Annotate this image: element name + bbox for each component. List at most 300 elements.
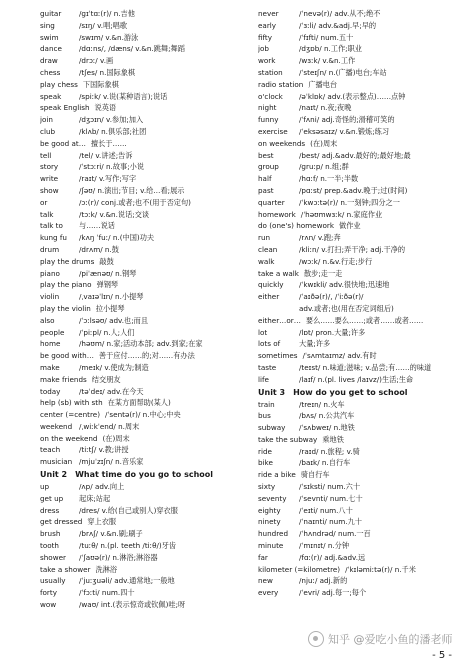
vocab-word: draw: [40, 56, 58, 66]
vocab-definition: /piˈænəʊ/ n.钢琴: [79, 268, 137, 278]
vocab-definition: /ˈeksəsaɪz/ v.&n.锻炼;练习: [299, 126, 390, 136]
vocab-entry: [40, 303, 245, 315]
vocab-word: take the subway: [258, 434, 318, 444]
vocab-word: play the piano: [40, 280, 92, 290]
vocab-word: be good with…: [40, 351, 94, 361]
vocab-word: half: [258, 174, 272, 184]
vocab-word: kung fu: [40, 233, 67, 243]
vocab-entry: [258, 587, 463, 599]
vocab-entry: [40, 55, 245, 67]
vocab-entry: [40, 564, 245, 576]
vocab-entry: [258, 256, 463, 268]
vocab-word: or: [40, 197, 48, 207]
vocab-definition: adv.或者;也(用在否定词组后): [299, 303, 394, 313]
vocab-word: home: [40, 339, 61, 349]
vocab-entry: [40, 244, 245, 256]
vocab-entry: [258, 197, 463, 209]
vocab-definition: /ˈsteɪʃn/ n.(广播)电台;车站: [299, 67, 387, 77]
vocab-definition: /raɪt/ v.写作;写字: [79, 174, 137, 184]
vocab-definition: /ˈsʌbweɪ/ n.地铁: [299, 423, 355, 433]
vocab-entry: [258, 315, 463, 327]
vocab-word: club: [40, 126, 56, 136]
vocab-entry: [258, 446, 463, 458]
vocab-entry: [40, 397, 245, 409]
vocab-word: get up: [40, 493, 64, 503]
vocab-word: new: [258, 576, 273, 586]
vocab-word: minute: [258, 541, 284, 551]
vocab-entry: [258, 232, 463, 244]
vocab-definition: /əˈklɒk/ adv.(表示整点)……点钟: [299, 91, 406, 101]
vocab-entry: [258, 457, 463, 469]
vocab-definition: /spiːk/ v.说(某种语言);说话: [79, 91, 168, 101]
vocab-word: chess: [40, 67, 61, 77]
vocab-word: play the violin: [40, 303, 91, 313]
vocab-entry: [258, 8, 463, 20]
vocab-definition: /dʒɔɪn/ v.参加;加入: [79, 115, 144, 125]
unit-label: Unit 3: [258, 387, 286, 397]
vocab-entry: [40, 433, 245, 445]
vocab-entry: [258, 481, 463, 493]
vocab-entry: [40, 493, 245, 505]
vocab-definition: /naɪt/ n.夜;夜晚: [299, 103, 352, 113]
vocab-definition: /ˈsʌmtaɪmz/ adv.有时: [302, 351, 377, 361]
vocab-definition: /tiːtʃ/ v.教;讲授: [79, 445, 129, 455]
vocab-word: play chess: [40, 79, 78, 89]
vocab-definition: /ˌvaɪəˈlɪn/ n.小提琴: [79, 292, 144, 302]
vocab-definition: /njuː/ adj.新的: [299, 576, 348, 586]
vocab-definition: /ˈsɪksti/ num.六十: [299, 482, 361, 492]
vocab-entry: [258, 434, 463, 446]
vocab-entry: [258, 126, 463, 138]
vocab-word: today: [40, 386, 61, 396]
vocab-word: piano: [40, 268, 60, 278]
vocab-entry: [258, 91, 463, 103]
vocab-definition: (在)周末: [102, 433, 130, 443]
vocab-word: either…or…: [258, 315, 301, 325]
vocab-word: either: [258, 292, 280, 302]
vocab-entry: [40, 599, 245, 611]
vocab-word: dance: [40, 44, 62, 54]
vocab-entry: [40, 362, 245, 374]
vocab-definition: /həʊm/ n.家;活动本部; adv.到家;在家: [79, 339, 203, 349]
vocab-word: be good at…: [40, 138, 86, 148]
vocab-definition: /ˈjuːʒuəli/ adv.通常地;一般地: [79, 576, 175, 586]
vocab-entry: [258, 540, 463, 552]
vocab-word: job: [258, 44, 269, 54]
vocab-entry: [40, 232, 245, 244]
vocab-definition: /ˈsevnti/ num.七十: [299, 493, 363, 503]
vocab-entry: [258, 20, 463, 32]
vocab-entry: [40, 409, 245, 421]
vocab-word: early: [258, 20, 277, 30]
vocab-entry: [40, 540, 245, 552]
vocab-entry: [40, 505, 245, 517]
vocab-definition: 骑自行车: [300, 470, 330, 480]
vocab-definition: /fɑː(r)/ adj.&adv.远: [299, 552, 366, 562]
unit-label: Unit 2: [40, 470, 68, 480]
vocab-word: o'clock: [258, 91, 283, 101]
vocab-definition: /rʌn/ v.跑;奔: [299, 233, 341, 243]
vocab-entry: [258, 291, 463, 303]
vocab-word: show: [40, 185, 59, 195]
vocab-definition: /hɑːf/ n.一半;半数: [299, 174, 359, 184]
vocab-definition: /swɪm/ v.&n.游泳: [79, 32, 139, 42]
vocab-entry: [40, 421, 245, 433]
vocab-definition: 下国际象棋: [82, 79, 119, 89]
vocab-definition: /ˈeɪti/ num.八十: [299, 505, 353, 515]
vocab-entry: [40, 268, 245, 280]
vocab-word: get dressed: [40, 517, 83, 527]
vocab-definition: /pɑːst/ prep.&adv.晚于;过(时间): [299, 185, 408, 195]
vocab-definition: /wɔːk/ n.&v.行走;步行: [299, 256, 373, 266]
vocab-entry: [258, 505, 463, 517]
vocab-word: weekend: [40, 421, 73, 431]
vocab-entry: [40, 386, 245, 398]
vocab-word: people: [40, 327, 65, 337]
vocab-word: sometimes: [258, 351, 298, 361]
vocab-definition: /baɪk/ n.自行车: [299, 458, 351, 468]
vocab-definition: /raɪd/ n.旅程; v.骑: [299, 446, 360, 456]
vocab-definition: /ˈmɪnɪt/ n.分钟: [299, 541, 350, 551]
vocab-entry: [258, 79, 463, 91]
vocab-entry: [40, 516, 245, 528]
vocab-definition: /sɪŋ/ v.唱;唱歌: [79, 20, 128, 30]
zhihu-logo-icon: [308, 631, 324, 647]
vocab-definition: /treɪn/ n.火车: [299, 399, 345, 409]
vocab-definition: /təˈdeɪ/ adv.在今天: [79, 386, 144, 396]
vocab-definition: 说英语: [94, 103, 117, 113]
vocab-entry: [40, 481, 245, 493]
vocab-entry: [40, 575, 245, 587]
vocab-word: lots of: [258, 339, 281, 349]
vocab-word: clean: [258, 244, 278, 254]
vocab-definition: /ˈstɔːri/ n.故事;小说: [79, 162, 145, 172]
vocab-word: radio station: [258, 79, 304, 89]
page-number: - 5 -: [432, 650, 452, 661]
vocab-definition: /tʃes/ n.国际象棋: [79, 67, 136, 77]
vocab-word: far: [258, 552, 268, 562]
vocab-entry: [258, 209, 463, 221]
vocab-definition: 做作业: [339, 221, 361, 231]
watermark: [302, 631, 453, 647]
unit-title: What time do you go to school: [75, 470, 213, 480]
vocab-entry: [258, 469, 463, 481]
vocab-entry: [40, 91, 245, 103]
vocab-word: quickly: [258, 280, 284, 290]
vocab-word: story: [40, 162, 59, 172]
vocab-word: walk: [258, 256, 275, 266]
vocab-entry: [258, 564, 463, 576]
vocab-entry: [258, 493, 463, 505]
vocab-word: shower: [40, 552, 66, 562]
vocab-definition: /meɪk/ v.使成为;制造: [79, 362, 149, 372]
vocab-word: center (=centre): [40, 410, 101, 420]
vocab-definition: /teɪst/ n.味道;滋味; v.品尝;有……的味道: [299, 362, 432, 372]
vocab-entry: [258, 338, 463, 350]
vocab-entry: [258, 279, 463, 291]
vocab-definition: 要么……要么……;或者……或者……: [305, 315, 424, 325]
vocab-entry: [40, 161, 245, 173]
vocab-definition: 广播电台: [308, 79, 338, 89]
vocab-definition: 与……说话: [79, 221, 115, 231]
vocab-definition: /waʊ/ int.(表示惊奇或钦佩)哇;呀: [79, 600, 186, 610]
vocab-entry: [40, 209, 245, 221]
vocab-entry: [40, 220, 245, 232]
vocab-entry: [258, 303, 463, 315]
vocab-entry: [258, 552, 463, 564]
vocab-definition: /klʌb/ n.俱乐部;社团: [79, 126, 147, 136]
vocab-word: station: [258, 67, 283, 77]
vocab-word: life: [258, 374, 269, 384]
vocab-definition: /dʒɒb/ n.工作;职业: [299, 44, 362, 54]
vocab-entry: [258, 528, 463, 540]
vocab-definition: /drɔː/ v.画: [79, 56, 114, 66]
vocab-definition: 拉小提琴: [95, 303, 125, 313]
vocab-word: work: [258, 56, 276, 66]
vocab-entry: [40, 102, 245, 114]
vocab-word: bus: [258, 411, 271, 421]
vocab-word: tell: [40, 150, 52, 160]
vocab-definition: /ˈfʌni/ adj.奇怪的;滑稽可笑的: [299, 115, 395, 125]
vocab-entry: [40, 150, 245, 162]
vocab-word: make friends: [40, 374, 87, 384]
vocab-word: usually: [40, 576, 66, 586]
vocab-entry: [258, 161, 463, 173]
vocab-definition: /ˈkwɔːtə(r)/ n.一刻钟;四分之一: [299, 197, 400, 207]
vocab-entry: [40, 456, 245, 468]
vocab-word: wow: [40, 600, 57, 610]
vocab-entry: [258, 327, 463, 339]
vocab-entry: [40, 528, 245, 540]
vocab-entry: [258, 374, 463, 386]
vocab-entry: [40, 114, 245, 126]
vocab-word: group: [258, 162, 279, 172]
vocab-word: seventy: [258, 493, 287, 503]
vocab-entry: [40, 552, 245, 564]
vocab-word: dress: [40, 505, 60, 515]
vocab-definition: 敲鼓: [99, 256, 114, 266]
vocab-word: taste: [258, 362, 277, 372]
vocab-definition: 起床;站起: [79, 493, 111, 503]
vocab-definition: /ˈnaɪnti/ num.九十: [299, 517, 362, 527]
vocab-definition: /ˈevri/ adj.每一;每个: [299, 588, 367, 598]
vocab-definition: /ɡɪˈtɑː(r)/ n.吉他: [79, 9, 135, 18]
vocab-definition: /ɔː(r)/ conj.或者;也不(用于否定句): [79, 197, 191, 207]
vocab-entry: [258, 410, 463, 422]
vocab-word: take a walk: [258, 268, 299, 278]
vocab-entry: [40, 291, 245, 303]
vocab-definition: 在某方面帮助(某人): [107, 398, 171, 408]
vocab-definition: /ɡruːp/ n.组;群: [299, 162, 349, 172]
vocab-entry: [258, 32, 463, 44]
vocab-definition: 穿上衣服: [87, 517, 117, 527]
vocab-word: run: [258, 233, 271, 243]
vocab-definition: /ˈkwɪkli/ adv.很快地;迅速地: [299, 280, 390, 290]
right-vocab-column: [258, 8, 463, 599]
vocab-definition: /ˈhʌndrəd/ num.一百: [299, 529, 371, 539]
vocab-word: every: [258, 588, 279, 598]
vocab-definition: 乘地铁: [322, 434, 344, 444]
vocab-definition: 善于应付……的;对……有办法: [98, 351, 195, 361]
vocab-word: sixty: [258, 482, 276, 492]
vocab-entry: [40, 185, 245, 197]
vocab-word: sing: [40, 20, 55, 30]
vocab-entry: [258, 55, 463, 67]
vocab-word: ride a bike: [258, 470, 296, 480]
vocab-definition: /ˈkɪləmiːtə(r)/ n.千米: [345, 564, 416, 574]
vocab-word: past: [258, 185, 274, 195]
vocab-word: ride: [258, 446, 272, 456]
vocab-entry: [40, 138, 245, 150]
vocab-entry: [258, 350, 463, 362]
vocab-definition: /ˈhəʊmwɜːk/ n.家庭作业: [300, 209, 383, 219]
vocab-entry: [40, 256, 245, 268]
vocab-word: never: [258, 9, 279, 18]
vocab-entry: [258, 220, 463, 232]
vocab-entry: [258, 138, 463, 150]
vocab-entry: [40, 587, 245, 599]
vocab-word: guitar: [40, 9, 62, 18]
vocab-word: eighty: [258, 505, 281, 515]
vocab-entry: [40, 338, 245, 350]
vocab-word: help (sb) with sth: [40, 398, 103, 408]
vocab-definition: 结交朋友: [91, 374, 121, 384]
vocab-word: lot: [258, 327, 268, 337]
vocab-definition: /ˈnevə(r)/ adv.从不;绝不: [299, 9, 381, 18]
vocab-definition: /ˈfɔːti/ num.四十: [79, 588, 135, 598]
vocab-definition: /wɜːk/ v.&n.工作: [299, 56, 356, 66]
vocab-entry: [258, 516, 463, 528]
vocab-definition: 散步;走一走: [303, 268, 343, 278]
vocab-word: quarter: [258, 197, 285, 207]
vocab-entry: [40, 315, 245, 327]
vocab-entry: [40, 67, 245, 79]
vocab-definition: /ˈɔːlsəʊ/ adv.也;而且: [79, 315, 149, 325]
vocab-entry: [40, 444, 245, 456]
vocab-definition: (在)周末: [310, 138, 338, 148]
vocab-word: take a shower: [40, 564, 91, 574]
vocab-entry: [258, 185, 463, 197]
vocab-definition: /lɒt/ pron.大量;许多: [299, 327, 366, 337]
vocab-entry: [40, 197, 245, 209]
unit-heading: [40, 468, 245, 481]
vocab-word: talk: [40, 209, 54, 219]
vocab-definition: /kliːn/ v.打扫;弄干净; adj.干净的: [299, 244, 406, 254]
vocab-entry: [40, 43, 245, 55]
vocab-word: fifty: [258, 32, 273, 42]
vocab-entry: [258, 114, 463, 126]
vocab-definition: /ˈpiːpl/ n.人;人们: [79, 327, 135, 337]
vocab-definition: /ˈaɪðə(r)/, /ˈiːðə(r)/: [299, 292, 364, 302]
vocab-definition: /laɪf/ n.(pl. lives /laɪvz/)生活;生命: [299, 374, 414, 384]
vocab-definition: 大量;许多: [299, 339, 331, 349]
vocab-word: best: [258, 150, 274, 160]
vocab-definition: /dres/ v.给(自己或别人)穿衣服: [79, 505, 178, 515]
vocab-entry: [258, 43, 463, 55]
vocab-definition: /ˈsentə(r)/ n.中心;中央: [105, 410, 181, 420]
vocab-word: on the weekend: [40, 433, 98, 443]
vocab-word: speak English: [40, 103, 90, 113]
vocab-definition: 弹钢琴: [96, 280, 119, 290]
vocab-word: ninety: [258, 517, 281, 527]
vocab-definition: /ʃəʊ/ n.演出;节目; v.给…看;展示: [79, 185, 185, 195]
vocab-definition: /kʌŋ ˈfuː/ n.(中国)功夫: [79, 233, 155, 243]
vocab-entry: [258, 102, 463, 114]
vocab-word: on weekends: [258, 138, 306, 148]
unit-heading: [258, 386, 463, 399]
vocab-definition: /bʌs/ n.公共汽车: [299, 411, 355, 421]
vocab-definition: /drʌm/ n.鼓: [79, 244, 119, 254]
vocab-word: swim: [40, 32, 59, 42]
vocab-word: join: [40, 115, 53, 125]
vocab-word: musician: [40, 457, 73, 467]
vocab-entry: [40, 79, 245, 91]
vocab-definition: 擅长于……: [90, 138, 127, 148]
vocab-word: violin: [40, 292, 60, 302]
left-vocab-column: [40, 8, 245, 611]
vocab-entry: [40, 8, 245, 20]
vocab-entry: [258, 268, 463, 280]
vocab-definition: /ʌp/ adv.向上: [79, 482, 125, 492]
vocab-entry: [40, 32, 245, 44]
vocab-word: night: [258, 103, 277, 113]
vocab-word: kilometer (=kilometre): [258, 564, 341, 574]
vocab-definition: /ˈfɪfti/ num.五十: [299, 32, 354, 42]
vocab-entry: [40, 374, 245, 386]
vocab-word: forty: [40, 588, 57, 598]
vocab-definition: /tɔːk/ v.&n.说话;交谈: [79, 209, 150, 219]
vocab-word: subway: [258, 423, 286, 433]
vocab-word: drum: [40, 244, 60, 254]
vocab-entry: [40, 327, 245, 339]
vocab-entry: [258, 575, 463, 587]
vocab-word: brush: [40, 529, 61, 539]
vocab-definition: 洗淋浴: [95, 564, 118, 574]
vocab-word: talk to: [40, 221, 63, 231]
vocab-entry: [40, 350, 245, 362]
vocab-word: hundred: [258, 529, 289, 539]
vocab-word: up: [40, 482, 50, 492]
vocab-word: bike: [258, 458, 273, 468]
unit-title: How do you get to school: [293, 387, 408, 397]
vocab-entry: [258, 399, 463, 411]
vocab-word: tooth: [40, 541, 59, 551]
vocab-entry: [258, 244, 463, 256]
vocab-word: teach: [40, 445, 61, 455]
vocab-entry: [258, 422, 463, 434]
vocab-word: exercise: [258, 126, 288, 136]
vocab-definition: /ˈɜːli/ adv.&adj.早;早的: [299, 20, 377, 30]
vocab-definition: /tel/ v.讲述;告诉: [79, 150, 133, 160]
vocab-entry: [40, 20, 245, 32]
vocab-word: make: [40, 362, 60, 372]
watermark-text: 知乎 @爱吃小鱼的潘老师: [328, 633, 453, 646]
vocab-definition: /ˌwiːkˈend/ n.周末: [79, 421, 140, 431]
vocab-word: funny: [258, 115, 279, 125]
vocab-word: speak: [40, 91, 62, 101]
vocab-definition: /best/ adj.&adv.最好的;最好地;最: [299, 150, 411, 160]
vocab-word: do (one's) homework: [258, 221, 335, 231]
vocab-word: train: [258, 399, 275, 409]
vocab-entry: [258, 150, 463, 162]
vocab-definition: /ˈʃaʊə(r)/ n.淋浴;淋浴器: [79, 552, 158, 562]
vocab-entry: [40, 279, 245, 291]
vocab-definition: /dɑːns/, /dæns/ v.&n.跳舞;舞蹈: [79, 44, 185, 54]
vocab-entry: [40, 126, 245, 138]
vocab-word: write: [40, 174, 59, 184]
vocab-word: play the drums: [40, 256, 95, 266]
vocab-entry: [258, 362, 463, 374]
